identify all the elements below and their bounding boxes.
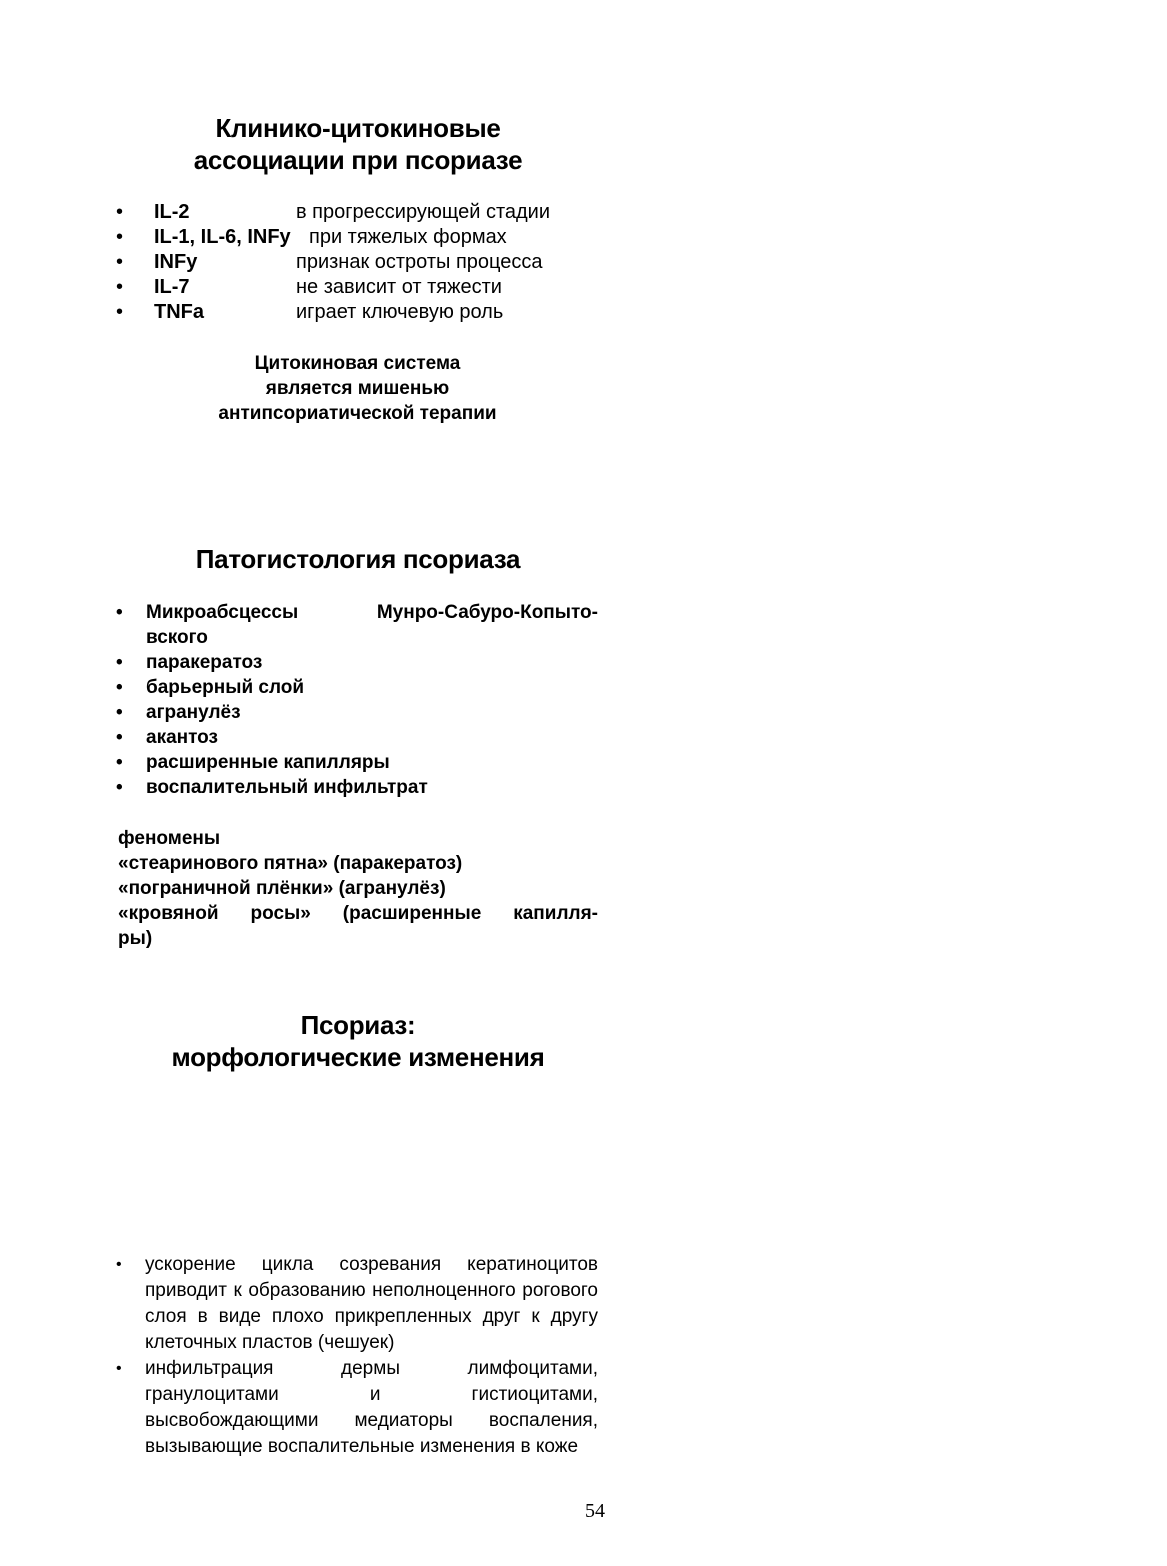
page-number: 54 [585,1500,605,1522]
list-item [112,300,632,325]
list-item-line: • Микроабсцессы Мунро-Сабуро-Копыто- [146,602,598,623]
cytokine-code: IL-1, IL-6, INFy [154,226,291,248]
bullet-icon: • [116,226,124,248]
list-item-line: вского [146,627,208,648]
cytokine-description: признак остроты процесса [296,251,543,273]
section-cytokine-title-line1: Клинико-цитокиновые [215,113,501,143]
cytokine-therapy-note [130,351,585,426]
section-cytokine-title [120,112,596,176]
list-item: • паракератоз [112,650,598,675]
list-item: • воспалительный инфильтрат [112,775,598,800]
note-line: Цитокиновая система [254,353,461,374]
phenomenon-line: «пограничной плёнки» (агранулёз) [118,878,446,899]
section-morphology-title-line1: Псориаз: [300,1010,416,1040]
phenomenon-line: «стеаринового пятна» (паракератоз) [118,853,463,874]
cytokine-list [112,200,632,325]
cytokine-code: IL-2 [154,201,190,223]
phenomena-block [118,826,598,951]
list-item: • ускорение цикла созревания кератиноцитов приводит к образованию неполноценного рогового слоя в виде плохо прикрепленных друг к другу клеточных пластов (чешуек) [112,1252,598,1356]
cytokine-description: при тяжелых формах [309,226,507,248]
list-item: • акантоз [112,725,598,750]
list-item [112,225,632,250]
cytokine-code: INFy [154,251,198,273]
phenomena-heading: феномены [118,828,221,849]
list-item: • расширенные капилляры [112,750,598,775]
section-morphology-title-line2: морфологические изменения [171,1042,545,1072]
list-item: • агранулёз [112,700,598,725]
list-item [112,200,632,225]
note-line: является мишенью [265,378,450,399]
cytokine-description: в прогрессирующей стадии [296,201,551,223]
bullet-icon: • [116,276,124,298]
cytokine-description: играет ключевую роль [296,301,504,323]
morphology-list [112,1252,598,1460]
note-line: антипсориатической терапии [218,403,497,424]
histology-list [112,600,598,800]
cytokine-code: TNFa [154,301,204,323]
phenomenon-line: «кровяной росы» (расширенные капилля- [118,903,598,924]
section-morphology-title [120,1009,596,1073]
bullet-icon: • [116,251,124,273]
bullet-icon: • [116,301,124,323]
bullet-icon: • [116,201,124,223]
section-histology-title: Патогистология псориаза [195,544,521,574]
list-item [112,275,632,300]
list-item [112,600,598,650]
phenomenon-line: ры) [118,928,153,949]
cytokine-description: не зависит от тяжести [296,276,502,298]
cytokine-code: IL-7 [154,276,190,298]
list-item [112,250,632,275]
list-item: • инфильтрация дермы лимфоцитами, гранулоцитами и гистиоцитами, высвобождающими медиаторы воспаления, вызывающие воспалительные изменения в коже [112,1356,598,1460]
section-cytokine-title-line2: ассоциации при псориазе [193,145,523,175]
list-item: • барьерный слой [112,675,598,700]
